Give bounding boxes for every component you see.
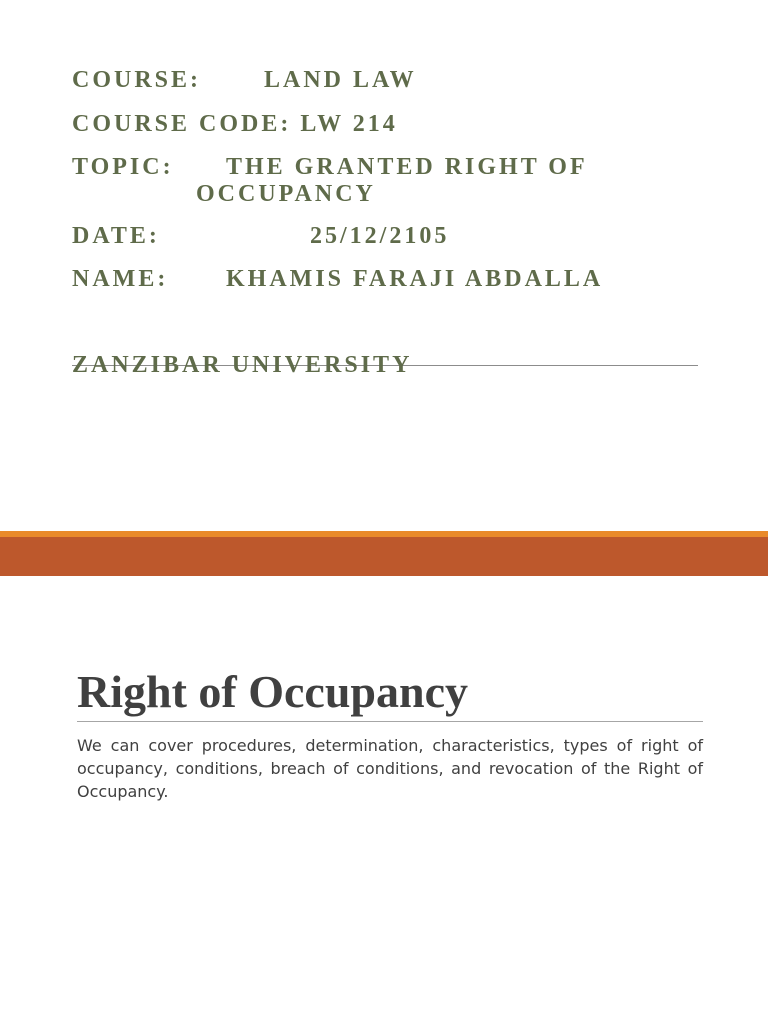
date-row [72, 222, 450, 250]
university-text: ZANZIBAR UNIVERSITY [72, 352, 413, 378]
date-value: 25/12/2105 [310, 223, 450, 249]
topic-value-line1: THE GRANTED RIGHT OF [226, 154, 588, 180]
topic-row [72, 153, 588, 207]
course-code-value: LW 214 [300, 111, 398, 137]
name-row [72, 265, 604, 293]
course-code-label: COURSE CODE: [72, 111, 292, 137]
topic-label: TOPIC: [72, 154, 174, 180]
title-divider [77, 721, 703, 722]
date-label: DATE: [72, 223, 160, 249]
university-name [72, 351, 412, 379]
slide-title: Right of Occupancy [77, 666, 468, 717]
course-code-row [72, 110, 398, 138]
course-value: LAND LAW [264, 67, 417, 93]
topic-value-line2: OCCUPANCY [196, 181, 376, 207]
name-label: NAME: [72, 266, 169, 292]
name-value: KHAMIS FARAJI ABDALLA [226, 266, 604, 292]
course-row [72, 66, 417, 94]
course-label: COURSE: [72, 67, 202, 93]
accent-band [0, 537, 768, 576]
slide-body-text: We can cover procedures, determination, characteristics, types of right of occupancy, conditions, breach of conditions, and revocation of the Right of Occupancy. [77, 736, 703, 801]
